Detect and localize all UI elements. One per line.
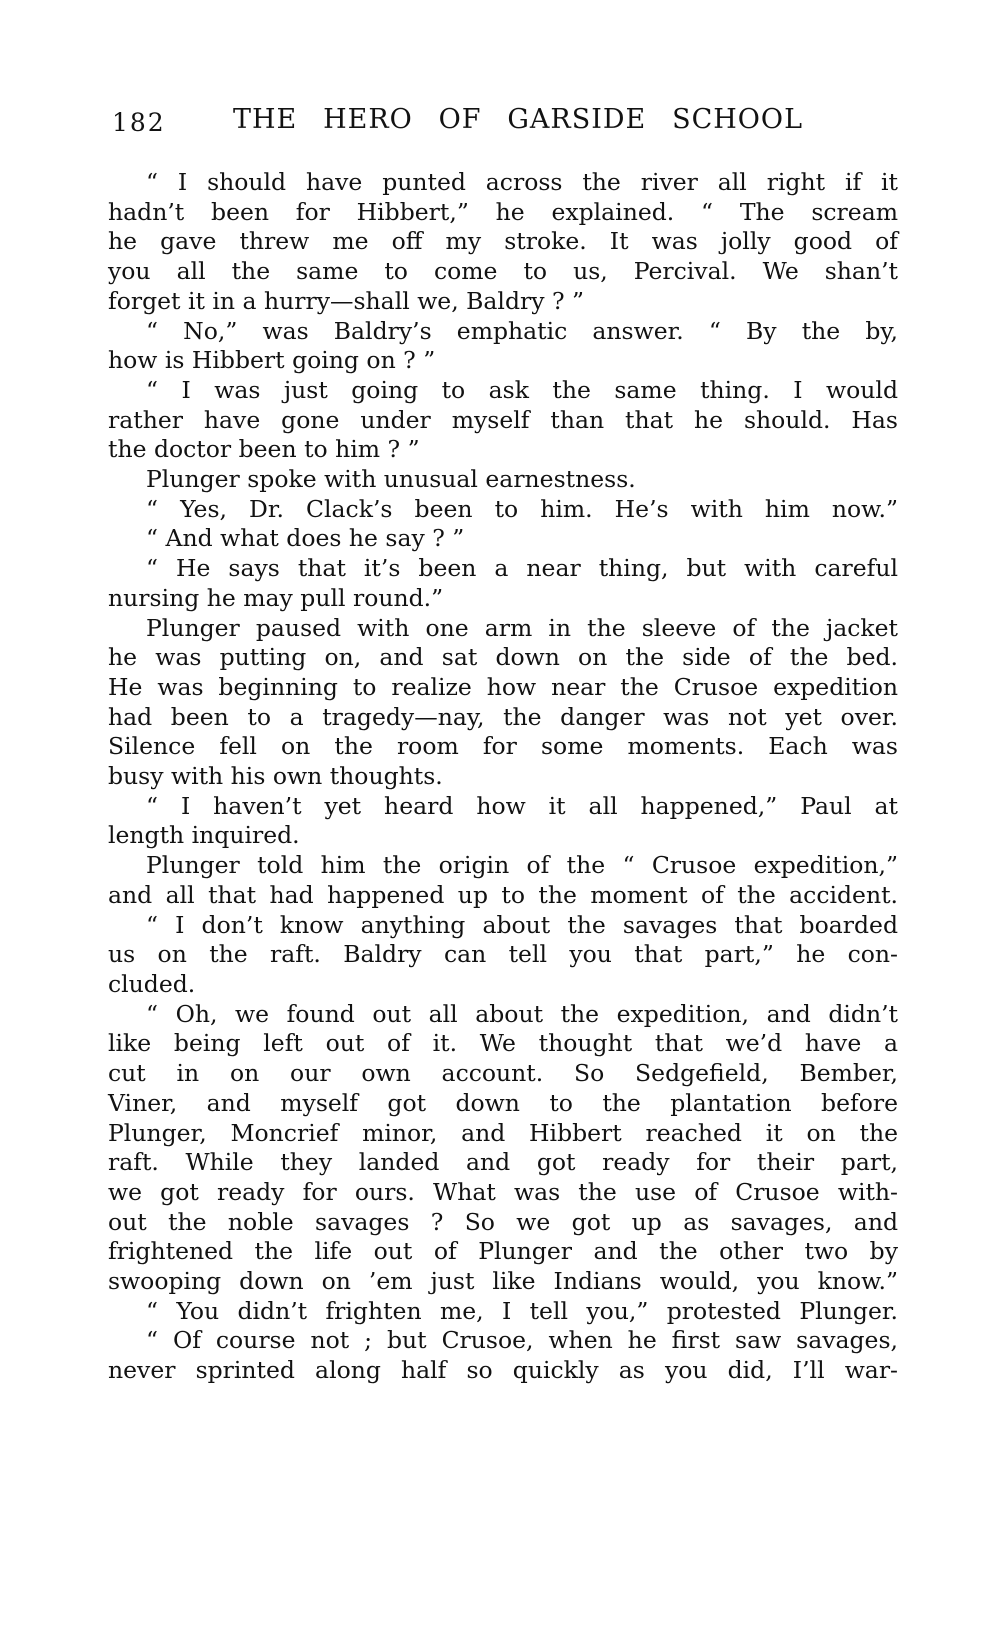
text-line: he was putting on, and sat down on the side of the bed.: [108, 643, 898, 672]
paragraph: [108, 376, 898, 465]
paragraph: [108, 554, 898, 613]
text-line: Plunger, Moncrief minor, and Hibbert reached it on the: [108, 1118, 898, 1147]
text-line: nursing he may pull round.”: [108, 583, 444, 612]
text-line: like being left out of it. We thought that we’d have a: [108, 1029, 898, 1058]
text-line: busy with his own thoughts.: [108, 762, 443, 791]
paragraph: [108, 792, 898, 851]
text-line: raft. While they landed and got ready for their part,: [108, 1148, 898, 1177]
paragraph: [108, 1297, 898, 1327]
text-line: “ And what does he say ? ”: [146, 524, 465, 553]
text-line: out the noble savages ? So we got up as savages, and: [108, 1207, 898, 1236]
text-line: “ Of course not ; but Crusoe, when he first saw savages,: [146, 1326, 898, 1355]
text-line: “ He says that it’s been a near thing, but with careful: [146, 554, 898, 583]
text-line: length inquired.: [108, 821, 300, 850]
paragraph: [108, 168, 898, 317]
text-line: forget it in a hurry—shall we, Baldry ? ”: [108, 286, 585, 315]
text-line: and all that had happened up to the moment of the accident.: [108, 880, 898, 909]
text-line: rather have gone under myself than that he should. Has: [108, 405, 898, 434]
text-line: Silence fell on the room for some moments. Each was: [108, 732, 898, 761]
text-line: he gave threw me off my stroke. It was jolly good of: [108, 227, 898, 256]
text-line: He was beginning to realize how near the Crusoe expedition: [108, 672, 898, 701]
text-line: you all the same to come to us, Percival. We shan’t: [108, 257, 898, 286]
paragraph: [108, 524, 898, 554]
text-line: “ I was just going to ask the same thing. I would: [146, 375, 898, 404]
text-line: how is Hibbert going on ? ”: [108, 346, 436, 375]
text-line: frightened the life out of Plunger and the other two by: [108, 1237, 898, 1266]
text-line: hadn’t been for Hibbert,” he explained. “ The scream: [108, 197, 898, 226]
text-line: swooping down on ’em just like Indians would, you know.”: [108, 1267, 898, 1296]
text-line: Plunger told him the origin of the “ Crusoe expedition,”: [146, 851, 898, 880]
paragraph: [108, 317, 898, 376]
text-line: had been to a tragedy—nay, the danger was not yet over.: [108, 702, 898, 731]
paragraph: [108, 1000, 898, 1297]
paragraph: [108, 851, 898, 910]
body-text: [108, 168, 898, 1386]
text-line: “ No,” was Baldry’s emphatic answer. “ By the by,: [146, 316, 898, 345]
text-line: “ I should have punted across the river all right if it: [146, 168, 898, 196]
paragraph: [108, 495, 898, 525]
text-line: “ Oh, we found out all about the expedition, and didn’t: [146, 999, 898, 1028]
text-line: us on the raft. Baldry can tell you that part,” he con-: [108, 940, 898, 969]
running-header: [0, 104, 1000, 144]
text-line: Plunger paused with one arm in the sleeve of the jacket: [146, 613, 898, 642]
text-line: the doctor been to him ? ”: [108, 435, 420, 464]
paragraph: [108, 911, 898, 1000]
text-line: cluded.: [108, 969, 196, 998]
page-number: 182: [112, 108, 166, 137]
text-line: “ I don’t know anything about the savages that boarded: [146, 910, 898, 939]
text-line: cut in on our own account. So Sedgefield, Bember,: [108, 1059, 898, 1088]
text-line: “ You didn’t frighten me, I tell you,” protested Plunger.: [146, 1296, 898, 1325]
paragraph: [108, 465, 898, 495]
text-line: Viner, and myself got down to the plantation before: [108, 1088, 898, 1117]
text-line: Plunger spoke with unusual earnestness.: [146, 465, 636, 494]
text-line: we got ready for ours. What was the use of Crusoe with-: [108, 1177, 898, 1206]
paragraph: [108, 1326, 898, 1385]
text-line: “ Yes, Dr. Clack’s been to him. He’s with him now.”: [146, 494, 898, 523]
page-title: THE HERO OF GARSIDE SCHOOL: [233, 104, 803, 135]
paragraph: [108, 614, 898, 792]
text-line: “ I haven’t yet heard how it all happened,” Paul at: [146, 791, 898, 820]
text-line: never sprinted along half so quickly as you did, I’ll war-: [108, 1356, 898, 1385]
